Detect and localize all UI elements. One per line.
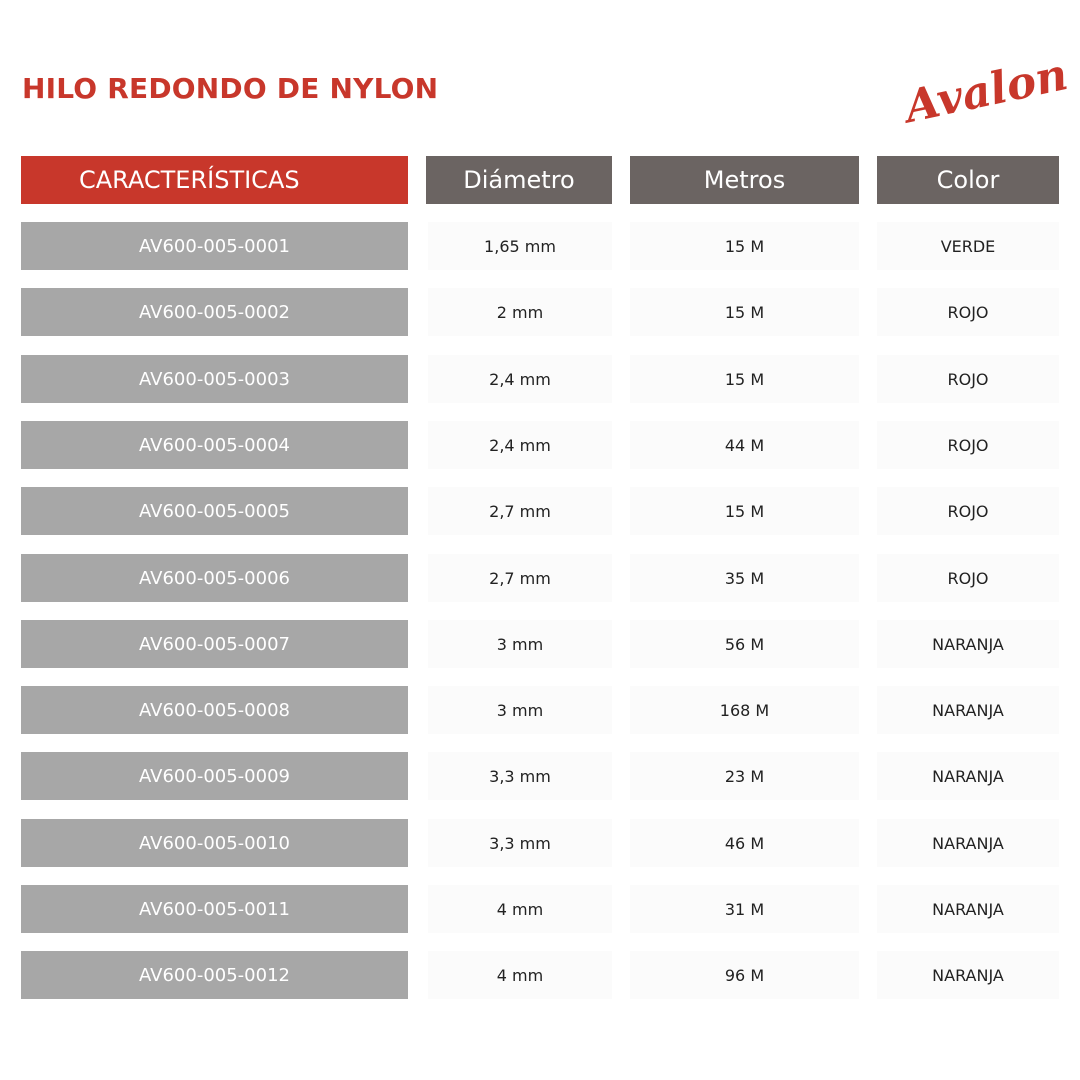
product-code-cell: AV600-005-0011 — [21, 885, 408, 933]
metros-cell: 15 M — [630, 355, 859, 403]
metros-cell: 56 M — [630, 620, 859, 668]
diametro-cell: 1,65 mm — [428, 222, 612, 270]
color-cell: NARANJA — [877, 620, 1059, 668]
metros-cell: 96 M — [630, 951, 859, 999]
product-code-cell: AV600-005-0012 — [21, 951, 408, 999]
diametro-cell: 2,7 mm — [428, 487, 612, 535]
diametro-cell: 4 mm — [428, 885, 612, 933]
color-cell: NARANJA — [877, 819, 1059, 867]
color-cell: ROJO — [877, 288, 1059, 336]
metros-cell: 46 M — [630, 819, 859, 867]
color-cell: NARANJA — [877, 686, 1059, 734]
metros-cell: 168 M — [630, 686, 859, 734]
diametro-cell: 3,3 mm — [428, 752, 612, 800]
header-metros: Metros — [630, 156, 859, 204]
diametro-cell: 3,3 mm — [428, 819, 612, 867]
product-code-cell: AV600-005-0006 — [21, 554, 408, 602]
product-code-cell: AV600-005-0009 — [21, 752, 408, 800]
color-cell: ROJO — [877, 554, 1059, 602]
diametro-cell: 2,4 mm — [428, 421, 612, 469]
metros-cell: 35 M — [630, 554, 859, 602]
product-code-cell: AV600-005-0007 — [21, 620, 408, 668]
header-caracteristicas: CARACTERÍSTICAS — [21, 156, 408, 204]
diametro-cell: 2,7 mm — [428, 554, 612, 602]
color-cell: NARANJA — [877, 951, 1059, 999]
metros-cell: 15 M — [630, 222, 859, 270]
metros-cell: 31 M — [630, 885, 859, 933]
avalon-logo — [900, 49, 1073, 134]
product-code-cell: AV600-005-0008 — [21, 686, 408, 734]
diametro-cell: 2,4 mm — [428, 355, 612, 403]
color-cell: NARANJA — [877, 885, 1059, 933]
metros-cell: 15 M — [630, 487, 859, 535]
color-cell: ROJO — [877, 487, 1059, 535]
metros-cell: 23 M — [630, 752, 859, 800]
metros-cell: 44 M — [630, 421, 859, 469]
product-code-cell: AV600-005-0010 — [21, 819, 408, 867]
header-color: Color — [877, 156, 1059, 204]
product-code-cell: AV600-005-0003 — [21, 355, 408, 403]
logo-text: Avalon — [900, 49, 1073, 134]
product-code-cell: AV600-005-0002 — [21, 288, 408, 336]
color-cell: ROJO — [877, 355, 1059, 403]
header-diametro: Diámetro — [426, 156, 612, 204]
diametro-cell: 3 mm — [428, 686, 612, 734]
diametro-cell: 4 mm — [428, 951, 612, 999]
diametro-cell: 2 mm — [428, 288, 612, 336]
product-code-cell: AV600-005-0001 — [21, 222, 408, 270]
product-code-cell: AV600-005-0004 — [21, 421, 408, 469]
metros-cell: 15 M — [630, 288, 859, 336]
color-cell: NARANJA — [877, 752, 1059, 800]
page-title: HILO REDONDO DE NYLON — [22, 72, 439, 105]
color-cell: VERDE — [877, 222, 1059, 270]
color-cell: ROJO — [877, 421, 1059, 469]
product-code-cell: AV600-005-0005 — [21, 487, 408, 535]
diametro-cell: 3 mm — [428, 620, 612, 668]
